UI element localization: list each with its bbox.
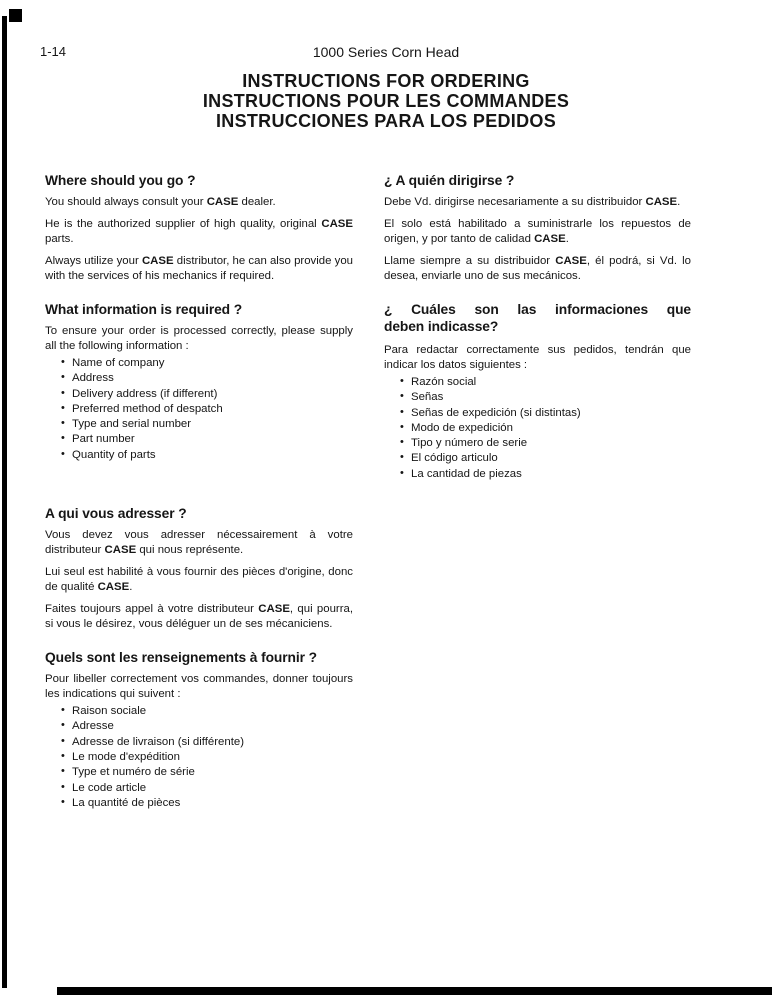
- text-segment: Lui seul est habilité à vous fournir des pièces d'origine, donc de qualité: [45, 566, 353, 594]
- section-es-info: [384, 301, 691, 482]
- paragraph: [45, 565, 353, 595]
- bullet-item: • Type et numéro de série: [61, 765, 353, 780]
- bullet-item: • Señas de expedición (si distintas): [400, 406, 691, 421]
- section-fr-where: [45, 505, 353, 632]
- text-segment: .: [677, 196, 681, 208]
- bullet-item: • Part number: [61, 432, 353, 447]
- text-segment: El solo está habilitado a suministrarle los repuestos de origen, y por tanto de calidad: [384, 218, 691, 245]
- paragraph: [384, 254, 691, 284]
- section-heading: What information is required ?: [45, 302, 243, 317]
- text-segment: Faites toujours appel à votre distributeur: [45, 603, 259, 616]
- left-column: [45, 172, 353, 828]
- brand-name: CASE: [645, 196, 678, 208]
- text-segment: parts.: [45, 233, 74, 245]
- bullet-item: • Le code article: [61, 781, 353, 796]
- bullet-item: • Adresse: [61, 719, 353, 734]
- bullet-item: • Tipo y número de serie: [400, 436, 691, 451]
- text-segment: He is the authorized supplier of high quality, original: [45, 218, 322, 230]
- section-intro: Pour libeller correctement vos commandes, donner toujours les indications qui suivent :: [45, 673, 353, 701]
- paragraph: [384, 217, 691, 247]
- bullet-item: • Delivery address (if different): [61, 387, 353, 402]
- bullet-item: • La quantité de pièces: [61, 796, 353, 811]
- paragraph: [45, 254, 353, 284]
- title-line-en: INSTRUCTIONS FOR ORDERING: [242, 71, 530, 91]
- bullet-item: • Address: [61, 371, 353, 386]
- section-en-info: [45, 301, 353, 463]
- scan-artifact-bottom-edge: [57, 987, 772, 995]
- brand-name: CASE: [258, 603, 290, 616]
- text-segment: , qui pourra, si vous le désirez, vous déléguer un de ses mécaniciens.: [45, 603, 353, 631]
- right-column: [384, 172, 691, 499]
- text-segment: distributor, he can also provide you with the services of his mechanics if required.: [45, 255, 353, 282]
- text-segment: Llame siempre a su distribuidor: [384, 255, 556, 267]
- brand-name: CASE: [555, 255, 587, 267]
- bullet-item: • Quantity of parts: [61, 448, 353, 463]
- title-line-fr: INSTRUCTIONS POUR LES COMMANDES: [202, 91, 570, 111]
- document-title: [0, 71, 772, 131]
- section-en-where: [45, 172, 353, 284]
- brand-name: CASE: [534, 233, 566, 245]
- section-intro: Para redactar correctamente sus pedidos, tendrán que indicar los datos siguientes :: [384, 344, 691, 371]
- scan-artifact-left-edge: [2, 16, 7, 988]
- section-heading-line1: ¿ Cuáles son las informaciones que: [384, 302, 691, 317]
- section-fr-info: [45, 649, 353, 811]
- running-title: 1000 Series Corn Head: [312, 44, 460, 60]
- page-number: 1-14: [40, 44, 67, 59]
- bullet-item: • Razón social: [400, 375, 691, 390]
- section-heading: Quels sont les renseignements à fournir ?: [45, 650, 317, 666]
- bullet-list: [45, 356, 353, 463]
- title-line-es: INSTRUCCIONES PARA LOS PEDIDOS: [215, 111, 557, 131]
- text-segment: , él podrá, si Vd. lo desea, enviarle uno de sus mecánicos.: [384, 255, 691, 282]
- text-segment: Vous devez vous adresser nécessairement à votre distributeur: [45, 529, 353, 557]
- paragraph: [45, 195, 353, 210]
- bullet-list: [384, 375, 691, 482]
- bullet-item: • Preferred method of despatch: [61, 402, 353, 417]
- bullet-item: • La cantidad de piezas: [400, 467, 691, 482]
- text-segment: Always utilize your: [45, 255, 142, 267]
- section-heading: [384, 301, 691, 335]
- bullet-item: • Adresse de livraison (si différente): [61, 735, 353, 750]
- text-segment: You should always consult your: [45, 196, 207, 208]
- bullet-item: • El código articulo: [400, 451, 691, 466]
- brand-name: CASE: [321, 218, 353, 230]
- brand-name: CASE: [97, 581, 130, 594]
- brand-name: CASE: [141, 255, 174, 267]
- bullet-item: • Type and serial number: [61, 417, 353, 432]
- paragraph: [45, 217, 353, 247]
- text-segment: .: [565, 233, 569, 245]
- bullet-item: • Modo de expedición: [400, 421, 691, 436]
- paragraph: [45, 602, 353, 632]
- bullet-list: [45, 704, 353, 811]
- paragraph: [45, 528, 353, 558]
- section-intro: To ensure your order is processed correctly, please supply all the following information :: [45, 325, 353, 352]
- bullet-item: • Señas: [400, 390, 691, 405]
- bullet-item: • Le mode d'expédition: [61, 750, 353, 765]
- scan-artifact-square: [9, 9, 22, 22]
- section-heading-line2: deben indicasse?: [384, 319, 499, 334]
- section-heading: Where should you go ?: [45, 173, 196, 188]
- brand-name: CASE: [104, 544, 137, 557]
- section-heading: A qui vous adresser ?: [45, 506, 187, 522]
- text-segment: Debe Vd. dirigirse necesariamente a su distribuidor: [384, 196, 646, 208]
- bullet-item: • Raison sociale: [61, 704, 353, 719]
- text-segment: qui nous représente.: [136, 544, 244, 557]
- brand-name: CASE: [206, 196, 239, 208]
- section-es-where: [384, 172, 691, 284]
- text-segment: .: [129, 581, 133, 594]
- bullet-item: • Name of company: [61, 356, 353, 371]
- paragraph: [384, 195, 691, 210]
- section-heading: ¿ A quién dirigirse ?: [384, 173, 515, 188]
- text-segment: dealer.: [238, 196, 276, 208]
